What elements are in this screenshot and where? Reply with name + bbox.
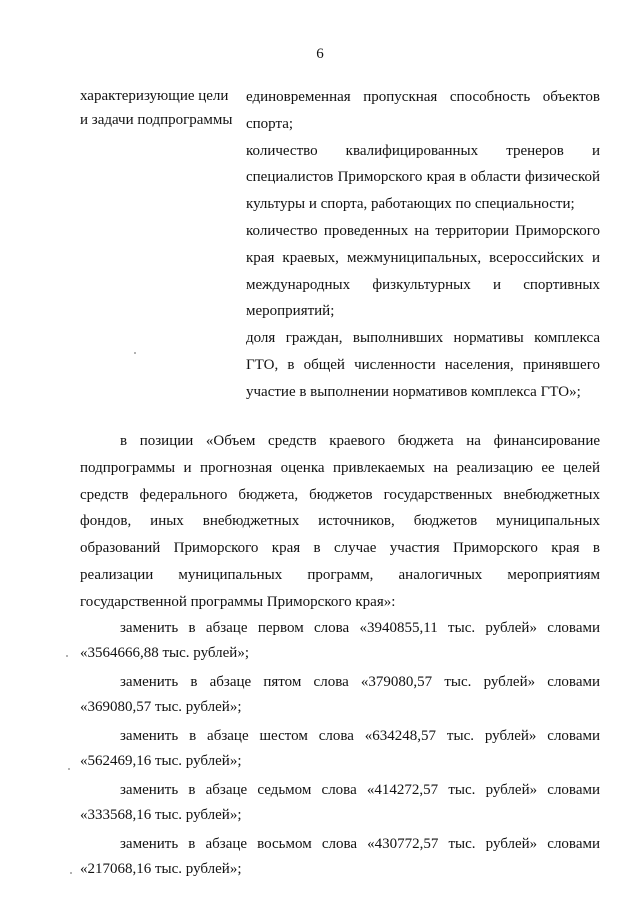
indicator-item: единовременная пропускная способность объектов спорта;	[246, 89, 600, 132]
replacement-line: заменить в абзаце седьмом слова «414272,57 тыс. рублей» словами	[120, 781, 600, 798]
replacement-item	[80, 778, 600, 828]
replacement-value: «369080,57 тыс. рублей»;	[80, 698, 242, 715]
indicator-item: количество проведенных на территории Приморского края краевых, межмуниципальных, всероссийских и международных физкультурных и спортивных мероприятий;	[246, 222, 600, 320]
replacement-value: «3564666,88 тыс. рублей»;	[80, 644, 249, 661]
replacement-line: заменить в абзаце восьмом слова «430772,57 тыс. рублей» словами	[120, 835, 600, 852]
replacement-item	[80, 616, 600, 666]
scan-speck	[66, 655, 68, 657]
replacement-item	[80, 832, 600, 882]
replacement-value: «333568,16 тыс. рублей»;	[80, 806, 242, 823]
indicator-item: количество квалифицированных тренеров и специалистов Приморского края в области физической культуры и спорта, работающих по специальности;	[246, 142, 600, 213]
scan-speck	[134, 352, 136, 354]
replacement-value: «217068,16 тыс. рублей»;	[80, 860, 242, 877]
replacement-item	[80, 724, 600, 774]
scan-speck	[68, 768, 70, 770]
indicators-label: характеризующие цели и задачи подпрограммы	[80, 88, 233, 128]
replacement-item	[80, 670, 600, 720]
page-number: 6	[316, 46, 324, 62]
replacement-value: «562469,16 тыс. рублей»;	[80, 752, 242, 769]
position-paragraph: в позиции «Объем средств краевого бюджета на финансирование подпрограммы и прогнозная оценка привлекаемых на реализацию ее целей средств федерального бюджета, бюджетов государственных внебюджетных фондов, иных внебюджетных источников, бюджетов муниципальных образований Приморского края в случае участия Приморского края в реализации муниципальных программ, аналогичных мероприятиям государственной программы Приморского края»:	[80, 433, 600, 610]
replacement-line: заменить в абзаце первом слова «3940855,11 тыс. рублей» словами	[120, 619, 600, 636]
scan-speck	[70, 872, 72, 874]
amendment-text	[80, 428, 600, 886]
replacement-line: заменить в абзаце пятом слова «379080,57 тыс. рублей» словами	[120, 673, 600, 690]
indicators-list	[246, 84, 600, 406]
indicator-item: доля граждан, выполнивших нормативы комплекса ГТО, в общей численности населения, принявшего участие в выполнении нормативов комплекса ГТО»;	[246, 330, 600, 400]
replacement-line: заменить в абзаце шестом слова «634248,57 тыс. рублей» словами	[120, 727, 600, 744]
